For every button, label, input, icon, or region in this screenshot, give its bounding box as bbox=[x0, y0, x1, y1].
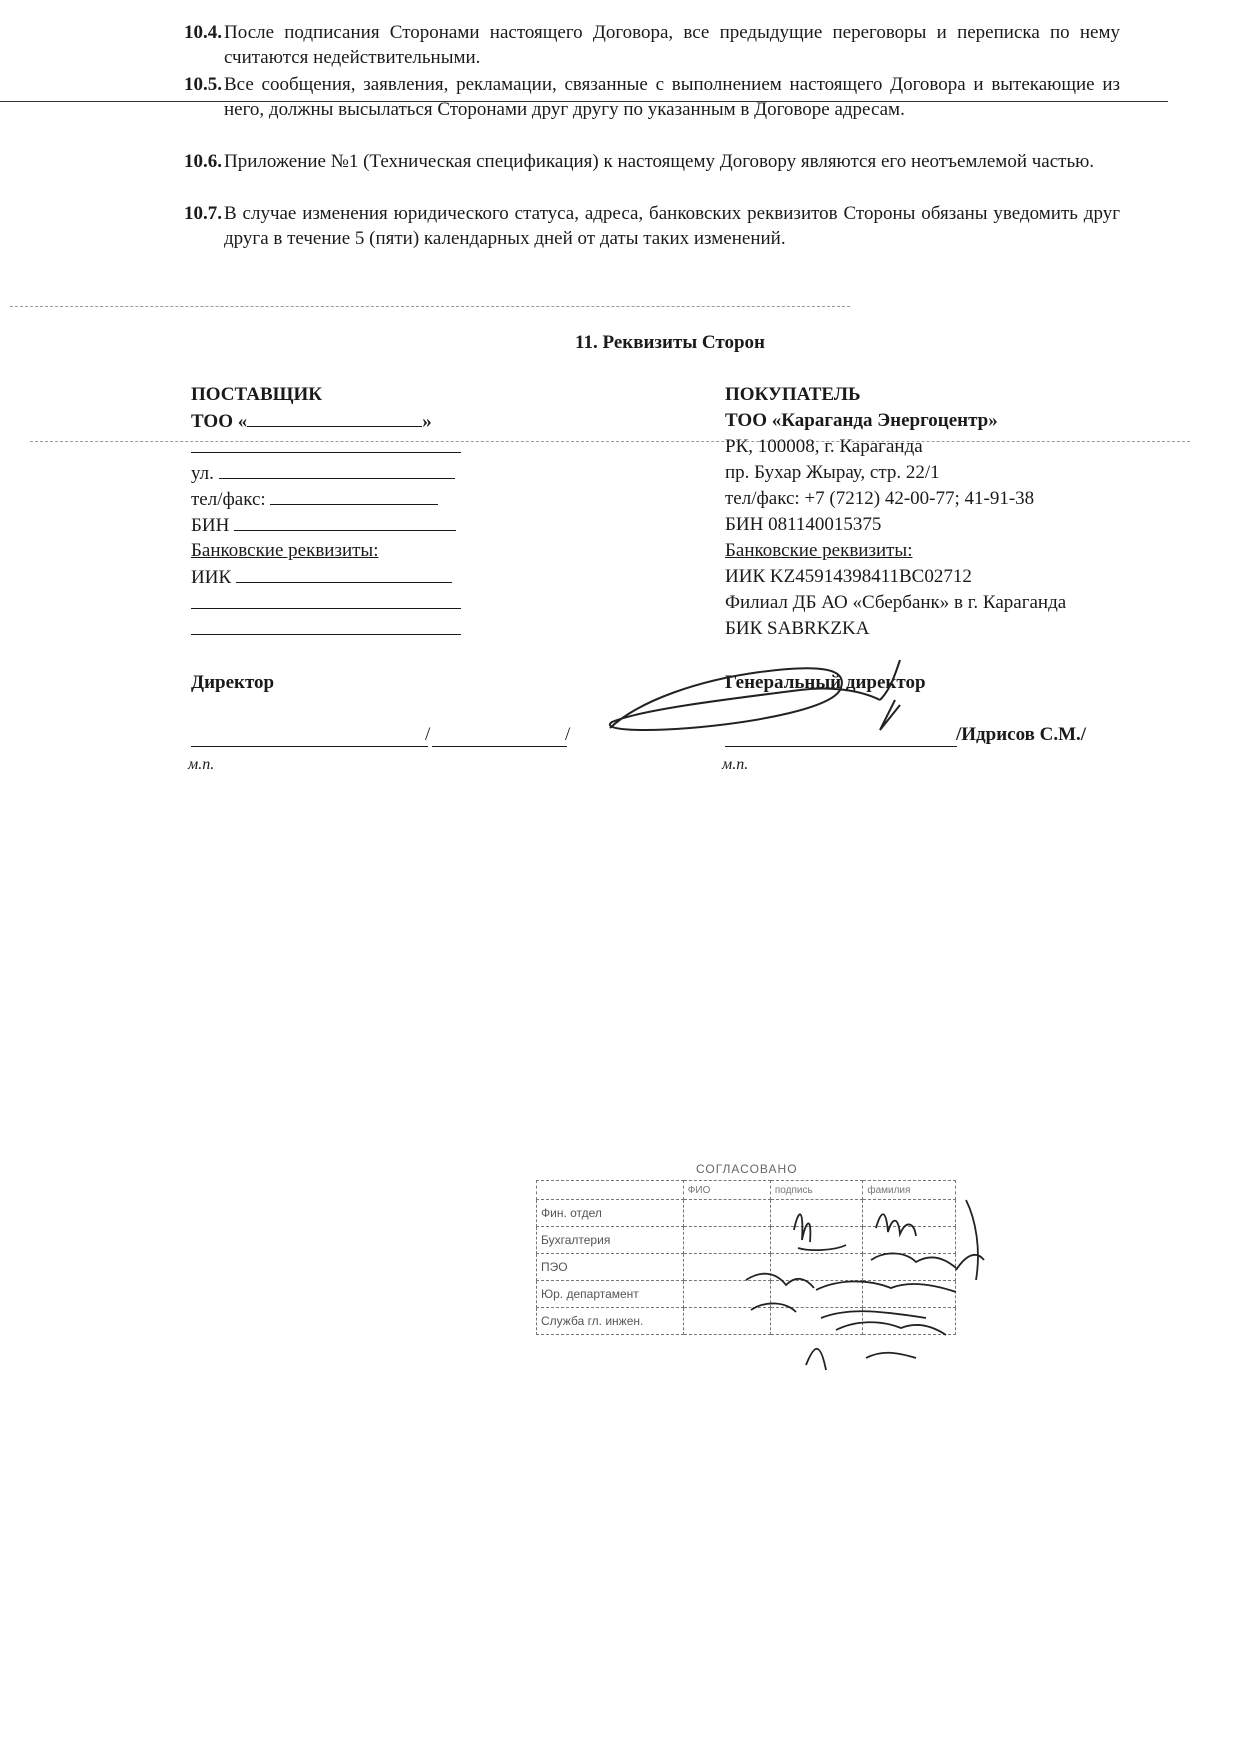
approval-stamp bbox=[536, 1160, 956, 1380]
buyer-phone: тел/факс: +7 (7212) 42-00-77; 41-91-38 bbox=[725, 488, 1035, 509]
clause-number: 10.5. bbox=[184, 74, 222, 95]
clause-number: 10.7. bbox=[184, 203, 222, 224]
stamp-row-label: Юр. департамент bbox=[537, 1281, 684, 1308]
supplier-org-prefix: ТОО « bbox=[191, 411, 248, 432]
clause-number: 10.4. bbox=[184, 22, 222, 43]
supplier-stamp-place: м.п. bbox=[188, 756, 215, 773]
buyer-iik: ИИК KZ45914398411BC02712 bbox=[725, 566, 972, 587]
clause-text: В случае изменения юридического статуса, адреса, банковских реквизитов Стороны обязаны уведомить друг друга в течение 5 (пяти) календарных дней от даты таких изменений. bbox=[224, 203, 1120, 249]
iik-label: ИИК bbox=[191, 567, 232, 588]
stamp-col-header: ФИО bbox=[683, 1181, 770, 1200]
buyer-signer: /Идрисов С.М./ bbox=[956, 724, 1087, 745]
clause-text: После подписания Сторонами настоящего Договора, все предыдущие переговоры и переписка по нему считаются недействительными. bbox=[224, 22, 1120, 68]
buyer-director-label: Генеральный директор bbox=[725, 672, 926, 693]
supplier-org-suffix: » bbox=[422, 411, 432, 432]
bin-label: БИН bbox=[191, 515, 230, 536]
buyer-bin: БИН 081140015375 bbox=[725, 514, 882, 535]
clause-number: 10.6. bbox=[184, 151, 222, 172]
buyer-bank-label: Банковские реквизиты: bbox=[725, 540, 913, 561]
stamp-col-header: подпись bbox=[770, 1181, 862, 1200]
buyer-branch: Филиал ДБ АО «Сбербанк» в г. Караганда bbox=[725, 592, 1067, 613]
supplier-slash-1: / bbox=[425, 724, 431, 745]
supplier-director-label: Директор bbox=[191, 672, 275, 693]
section-title: 11. Реквизиты Сторон bbox=[575, 332, 765, 353]
buyer-heading: ПОКУПАТЕЛЬ bbox=[725, 384, 861, 405]
phone-label: тел/факс: bbox=[191, 489, 266, 510]
stamp-row-label: Фин. отдел bbox=[537, 1200, 684, 1227]
supplier-heading: ПОСТАВЩИК bbox=[191, 384, 323, 405]
stamp-row-label: Служба гл. инжен. bbox=[537, 1308, 684, 1335]
stamp-row-label: ПЭО bbox=[537, 1254, 684, 1281]
clause-text: Все сообщения, заявления, рекламации, связанные с выполнением настоящего Договора и вытекающие из него, должны высылаться Сторонами друг другу по указанным в Договоре адресам. bbox=[224, 74, 1120, 120]
stamp-row-label: Бухгалтерия bbox=[537, 1227, 684, 1254]
street-label: ул. bbox=[191, 463, 214, 484]
supplier-slash-2: / bbox=[565, 724, 571, 745]
clause-text: Приложение №1 (Техническая спецификация) к настоящему Договору являются его неотъемлемой частью. bbox=[224, 151, 1095, 172]
buyer-address-1: РК, 100008, г. Караганда bbox=[725, 436, 923, 457]
stamp-col-header: фамилия bbox=[863, 1181, 956, 1200]
buyer-stamp-place: м.п. bbox=[722, 756, 749, 773]
buyer-org: ТОО «Караганда Энергоцентр» bbox=[725, 410, 998, 431]
buyer-address-2: пр. Бухар Жырау, стр. 22/1 bbox=[725, 462, 940, 483]
stamp-signatures bbox=[536, 1160, 996, 1390]
stamp-caption: СОГЛАСОВАНО bbox=[696, 1162, 798, 1176]
buyer-bik: БИК SABRKZKA bbox=[725, 618, 870, 639]
supplier-bank-label: Банковские реквизиты: bbox=[191, 540, 379, 561]
